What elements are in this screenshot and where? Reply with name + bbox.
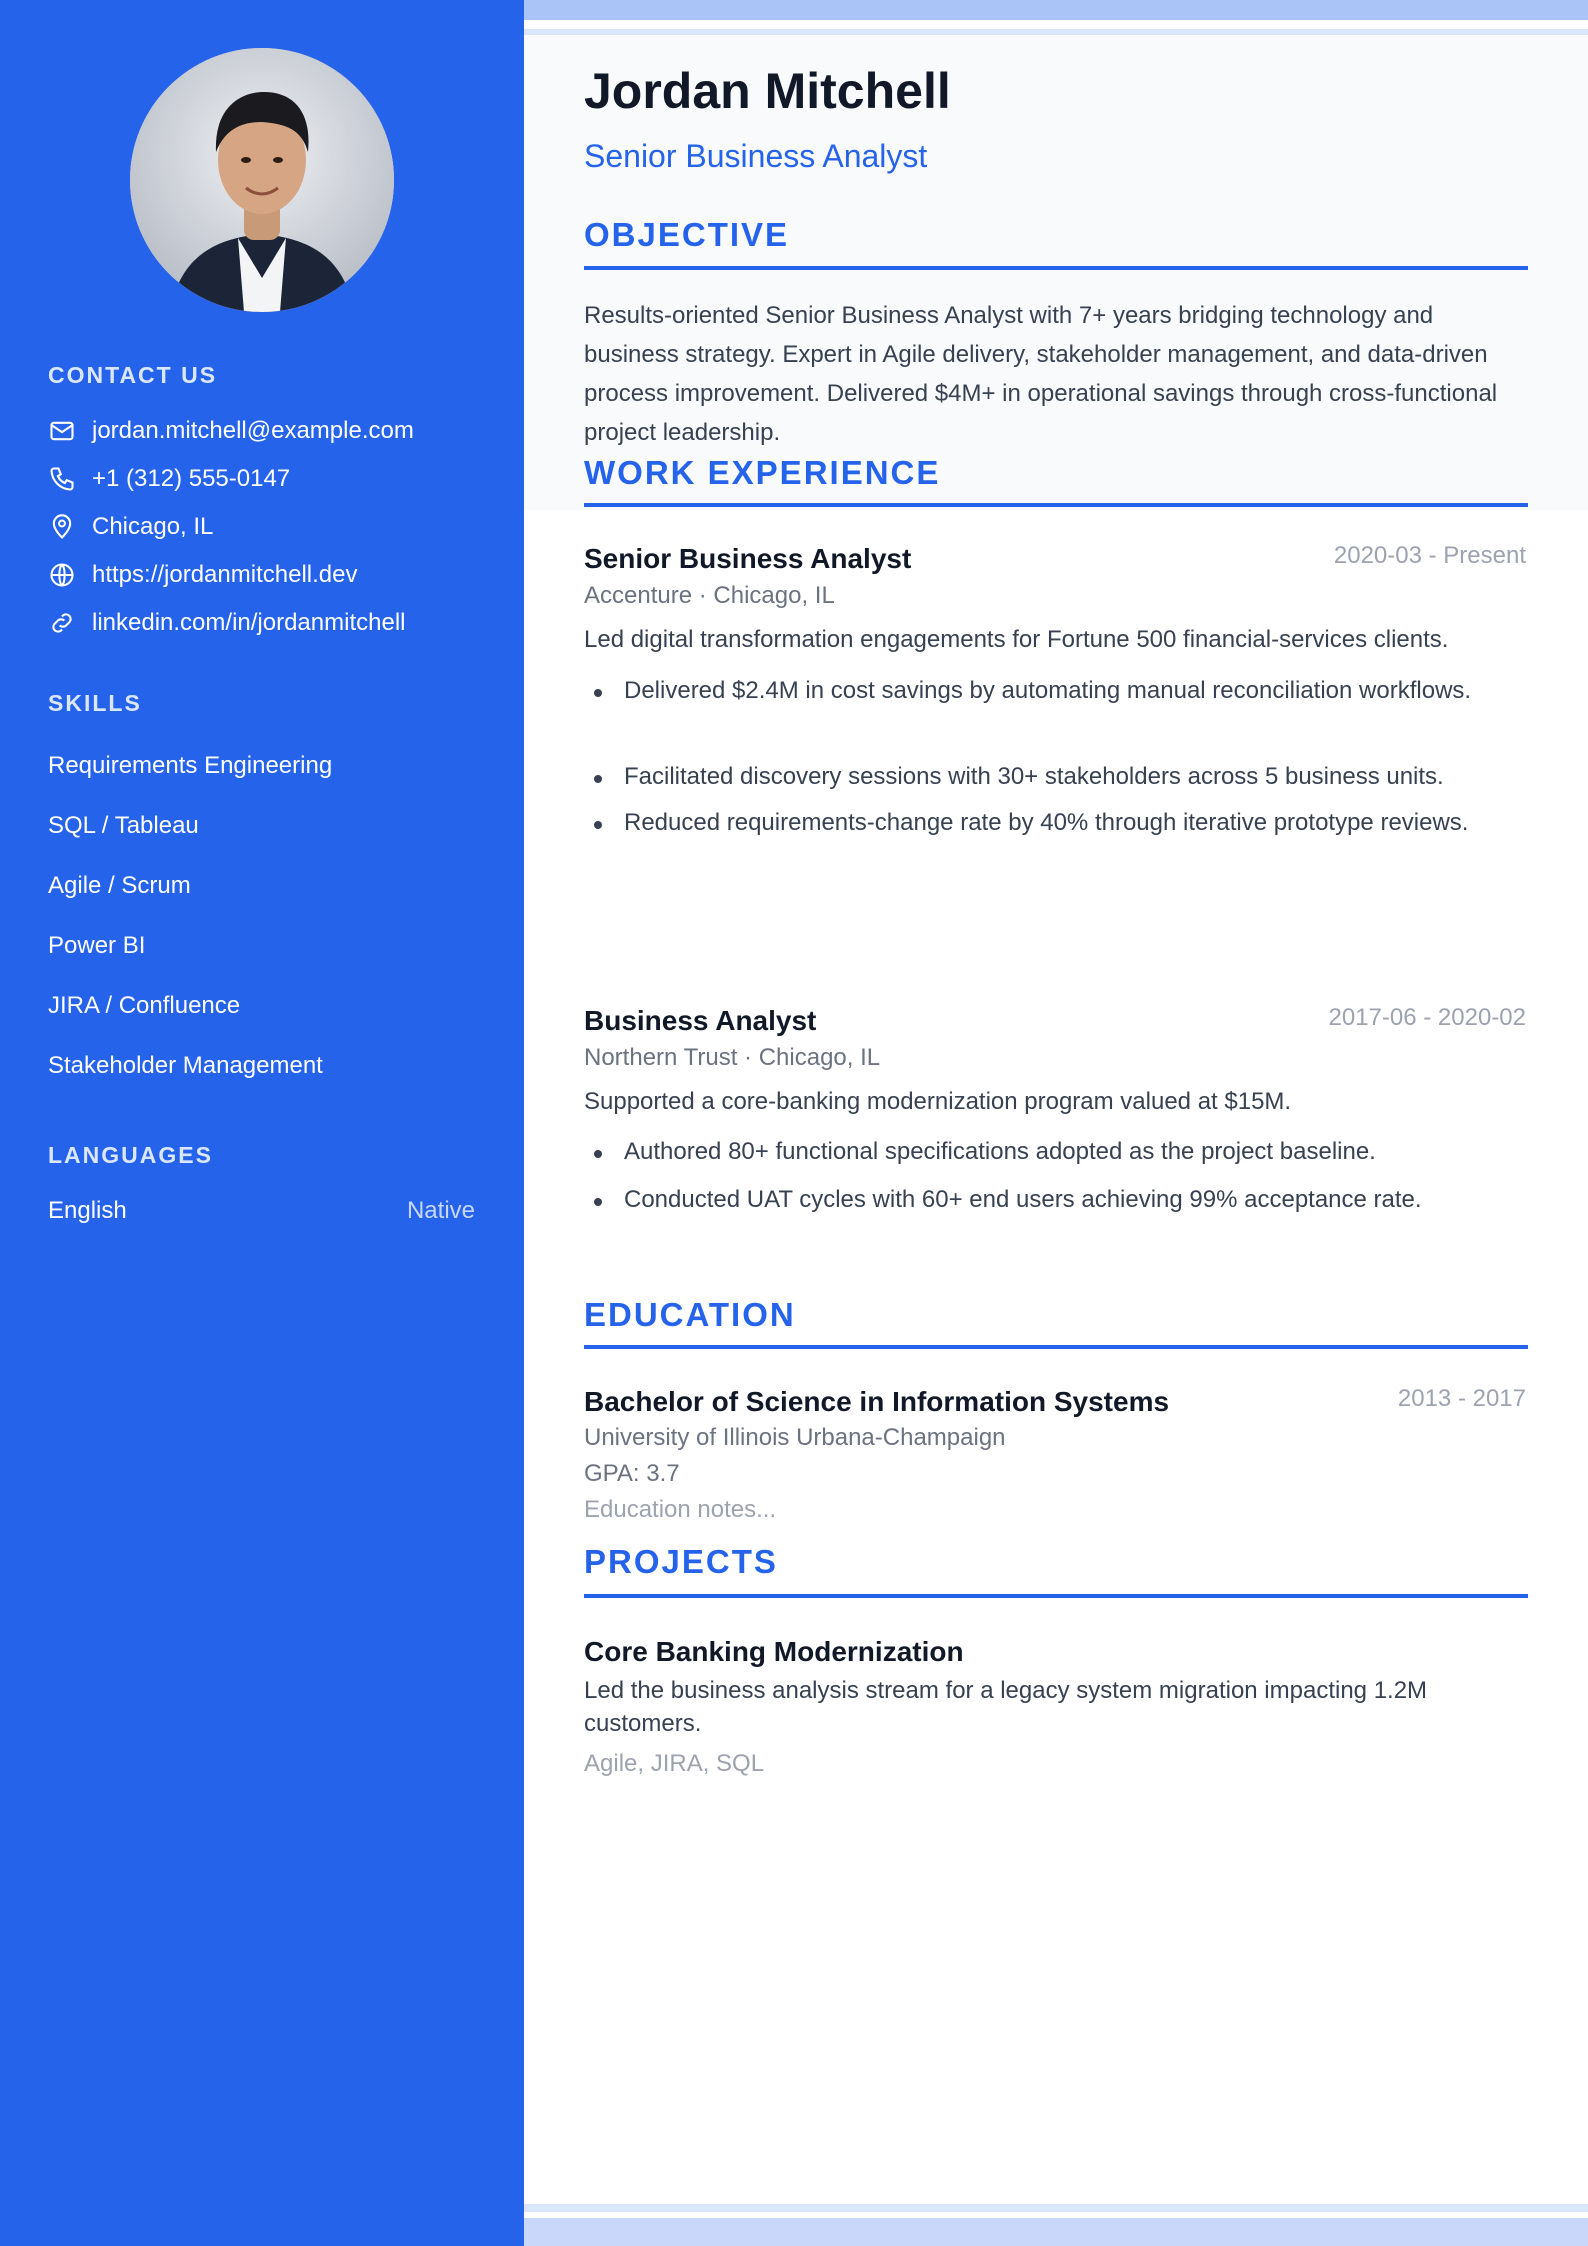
- bullet-dot: [594, 689, 602, 697]
- project-name: Core Banking Modernization: [584, 1636, 964, 1667]
- section-divider: [584, 266, 1528, 270]
- skill-item: Agile / Scrum: [48, 872, 191, 899]
- contact-linkedin-text: linkedin.com/in/jordanmitchell: [92, 609, 406, 636]
- contact-website-text: https://jordanmitchell.dev: [92, 561, 358, 588]
- education-dates: 2013 - 2017: [1397, 1385, 1526, 1412]
- skill-item: SQL / Tableau: [48, 812, 199, 839]
- skill-item: JIRA / Confluence: [48, 992, 241, 1019]
- objective-text: Results-oriented Senior Business Analyst with 7+ years bridging technology and business strategy. Expert in Agile delivery, stakeholder management, and data-driven process improvement. Delivered $4M+ in operational savings through cross-functional project leadership.: [584, 302, 1498, 446]
- job-bullet-text: Delivered $2.4M in cost savings by automating manual reconciliation workflows.: [624, 677, 1472, 704]
- job-bullet-text: Reduced requirements-change rate by 40% through iterative prototype reviews.: [624, 809, 1469, 836]
- job-dates: 2020-03 - Present: [1333, 542, 1526, 569]
- section-divider: [584, 503, 1528, 507]
- job-company: Northern Trust · Chicago, IL: [584, 1044, 881, 1071]
- skill-item: Stakeholder Management: [48, 1052, 323, 1079]
- project-tech: Agile, JIRA, SQL: [584, 1750, 765, 1777]
- bullet-dot: [594, 821, 602, 829]
- top-accent-band: [524, 0, 1588, 20]
- section-divider: [584, 1345, 1528, 1349]
- education-heading: EDUCATION: [584, 1296, 796, 1333]
- experience-heading: WORK EXPERIENCE: [584, 454, 941, 491]
- project-description: Led the business analysis stream for a legacy system migration impacting 1.2M customers.: [584, 1677, 1428, 1737]
- bullet-dot: [594, 1198, 602, 1206]
- skills-heading: SKILLS: [48, 690, 142, 716]
- contact-website[interactable]: [48, 558, 357, 592]
- job-company: Accenture · Chicago, IL: [584, 582, 835, 609]
- contact-email[interactable]: [48, 414, 414, 448]
- language-name: English: [48, 1197, 127, 1224]
- location-pin-icon: [48, 513, 76, 541]
- language-level: Native: [406, 1197, 475, 1224]
- degree-title: Bachelor of Science in Information Systems: [584, 1386, 1170, 1417]
- job-summary: Supported a core-banking modernization program valued at $15M.: [584, 1088, 1292, 1115]
- section-divider: [584, 1594, 1528, 1598]
- profile-photo: [130, 48, 394, 312]
- bullet-dot: [594, 775, 602, 783]
- sidebar: [0, 0, 524, 2246]
- bottom-accent-band: [524, 2218, 1588, 2246]
- job-bullet-text: Authored 80+ functional specifications adopted as the project baseline.: [624, 1138, 1376, 1165]
- contact-location: [48, 510, 213, 544]
- contact-linkedin[interactable]: [48, 606, 405, 640]
- job-title: Senior Business Analyst: [584, 543, 912, 574]
- globe-icon: [48, 561, 76, 589]
- candidate-name: Jordan Mitchell: [584, 63, 951, 119]
- contact-phone[interactable]: [48, 462, 290, 496]
- bottom-accent-stripe: [524, 2204, 1588, 2212]
- job-title: Business Analyst: [584, 1005, 817, 1036]
- languages-heading: LANGUAGES: [48, 1142, 213, 1168]
- job-bullet-text: Facilitated discovery sessions with 30+ stakeholders across 5 business units.: [624, 763, 1444, 790]
- job-summary: Led digital transformation engagements for Fortune 500 financial-services clients.: [584, 626, 1449, 653]
- contact-email-text: jordan.mitchell@example.com: [92, 417, 414, 444]
- projects-heading: PROJECTS: [584, 1543, 778, 1580]
- school-name: University of Illinois Urbana-Champaign: [584, 1424, 1006, 1451]
- job-bullet-text: Conducted UAT cycles with 60+ end users achieving 99% acceptance rate.: [624, 1186, 1422, 1213]
- job-dates: 2017-06 - 2020-02: [1328, 1004, 1526, 1031]
- contact-heading: CONTACT US: [48, 362, 218, 388]
- mail-icon: [48, 417, 76, 445]
- phone-icon: [48, 465, 76, 493]
- contact-location-text: Chicago, IL: [92, 513, 214, 540]
- candidate-title: Senior Business Analyst: [584, 138, 928, 174]
- language-item: [48, 1197, 475, 1225]
- gpa: GPA: 3.7: [584, 1460, 680, 1487]
- education-notes: Education notes...: [584, 1496, 777, 1523]
- skill-item: Requirements Engineering: [48, 752, 333, 779]
- objective-heading: OBJECTIVE: [584, 216, 790, 253]
- contact-phone-text: +1 (312) 555-0147: [92, 465, 291, 492]
- bullet-dot: [594, 1150, 602, 1158]
- skill-item: Power BI: [48, 932, 146, 959]
- link-icon: [48, 609, 76, 637]
